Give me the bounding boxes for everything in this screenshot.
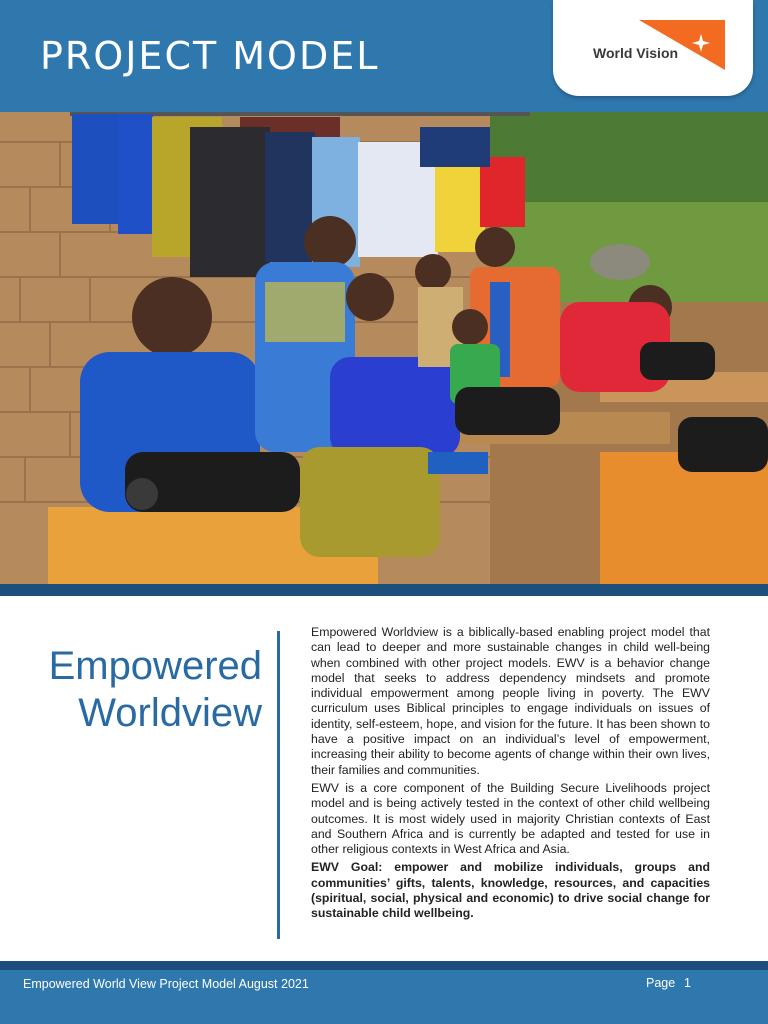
world-vision-logo-icon: [639, 20, 725, 70]
paragraph-goal: [311, 860, 710, 921]
section-title-line1: Empowered: [48, 644, 262, 688]
photo-divider-band: [0, 584, 768, 596]
footer-document-title: Empowered World View Project Model August 2021: [23, 977, 309, 991]
section-title-line2: Worldview: [78, 691, 262, 735]
vertical-divider: [277, 631, 280, 939]
footer-page-number: 1: [684, 976, 691, 990]
footer-page-label: Page: [646, 976, 676, 990]
goal-text: : empower and mobilize individuals, groups and communities’ gifts, talents, knowledge, resources, and capacities (spiritual, social, physical and economic) to drive social change for sustainable child wellbeing.: [311, 860, 710, 921]
footer-strip: [0, 961, 768, 970]
paragraph-core-component: EWV is a core component of the Building Secure Livelihoods project model and is being actively tested in the context of other child wellbeing outcomes. It is most widely used in majority Christian contexts of East and Southern Africa and is currently be adapted and tested for use in other religious contexts in West Africa and Asia.: [311, 780, 710, 857]
body-text: [311, 625, 710, 925]
hero-photo: [0, 112, 768, 584]
paragraph-intro: Empowered Worldview is a biblically-based enabling project model that can lead to deeper and more sustainable changes in child well-being when combined with other project models. EWV is a behavior change model that seeks to address dependency mindsets and promote individual empowerment among people living in poverty. The EWV curriculum uses Biblical principles to engage individuals on issues of identity, self-esteem, hope, and vision for the future. It has been shown to have a positive impact on an individual’s level of empowerment, increasing their ability to become agents of change within their own lives, their families and communities.: [311, 625, 710, 777]
photo-tailoring-workshop-icon: [0, 112, 768, 584]
logo-card: [553, 0, 753, 96]
page-title: PROJECT MODEL: [40, 34, 380, 78]
goal-label: EWV Goal: [311, 860, 379, 875]
logo-wordmark: World Vision: [593, 45, 679, 61]
